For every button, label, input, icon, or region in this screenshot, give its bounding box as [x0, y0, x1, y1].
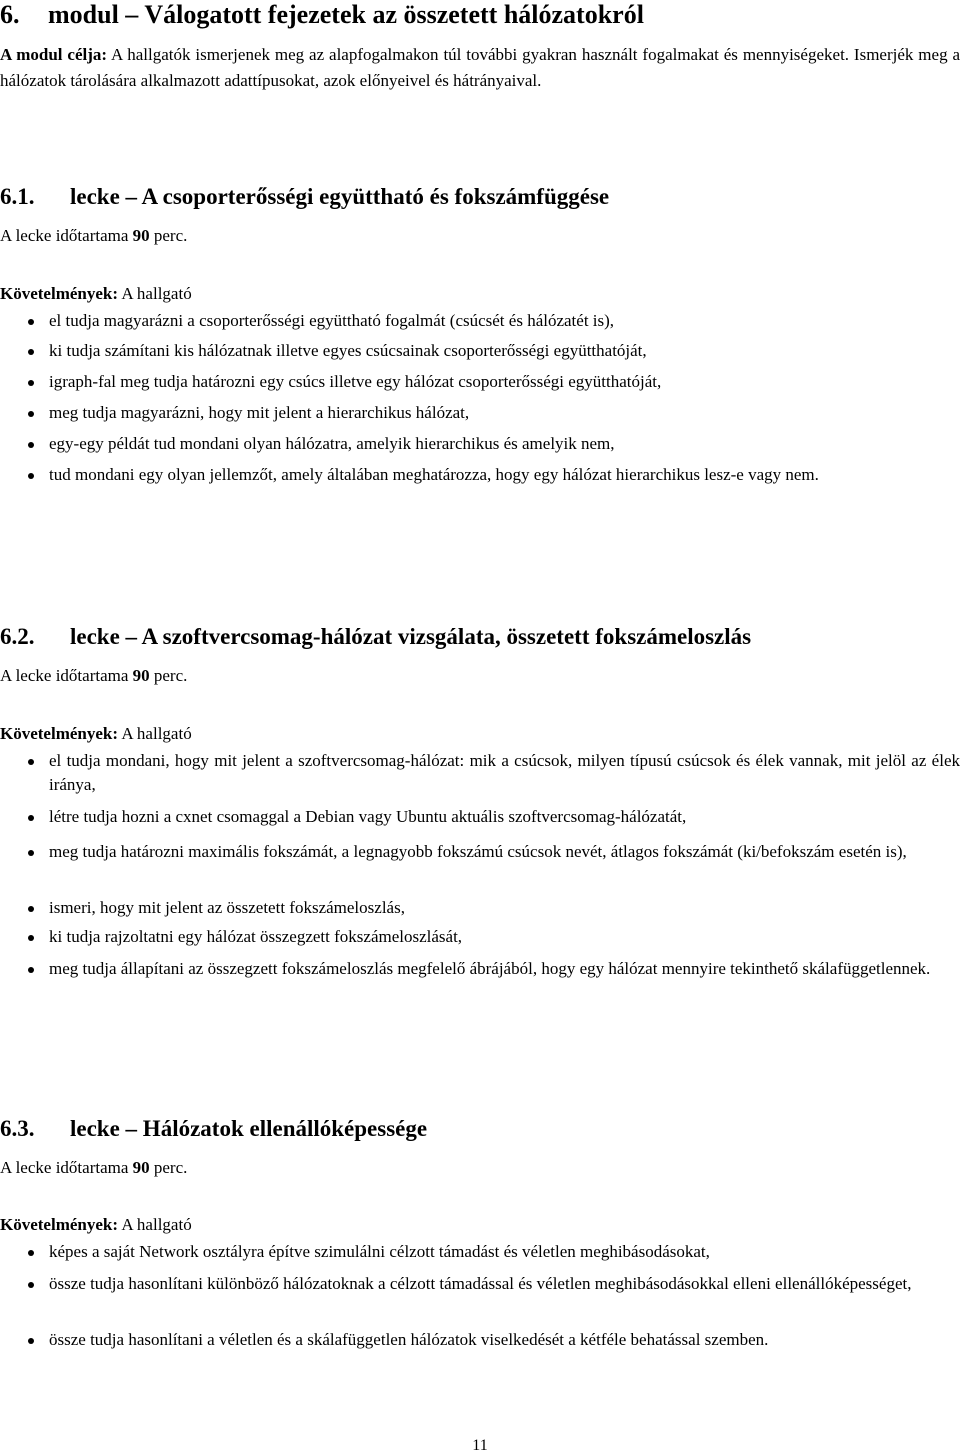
list-item-text: képes a saját Network osztályra építve szimulálni célzott támadást és véletlen meghibásodásokat, — [49, 1242, 710, 1261]
duration-suffix: perc. — [153, 226, 188, 245]
list-item-text: ismeri, hogy mit jelent az összetett fokszámeloszlás, — [49, 898, 405, 917]
lesson-title-text: lecke – Hálózatok ellenállóképessége — [70, 1116, 428, 1141]
requirements-label: Követelmények: — [0, 724, 119, 743]
bullet-icon — [28, 935, 34, 941]
bullet-icon — [28, 1338, 34, 1344]
bullet-icon — [28, 850, 34, 856]
bullet-icon — [28, 1250, 34, 1256]
bullet-icon — [28, 319, 34, 325]
duration-value: 90 — [132, 1158, 150, 1177]
requirements-list-6-1 — [0, 309, 960, 487]
list-item — [0, 805, 960, 840]
list-item-text: egy-egy példát tud mondani olyan hálózatra, amelyik hierarchikus és amelyik nem, — [49, 434, 615, 453]
list-item — [0, 432, 960, 463]
list-item — [0, 401, 960, 432]
duration-value: 90 — [132, 226, 150, 245]
lesson-title-text: lecke – A csoporterősségi együttható és fokszámfüggése — [70, 184, 610, 209]
bullet-icon — [28, 815, 34, 821]
requirements-subject: A hallgató — [121, 1215, 192, 1234]
list-item-text: meg tudja magyarázni, hogy mit jelent a hierarchikus hálózat, — [49, 403, 470, 422]
bullet-icon — [28, 411, 34, 417]
lesson-title-6-1 — [0, 183, 960, 211]
list-item-text: meg tudja állapítani az összegzett fokszámeloszlás megfelelő ábrájából, hogy egy hálózat mennyire tekinthető skálafüggetlennek. — [49, 959, 931, 978]
lesson-title-text: lecke – A szoftvercsomag-hálózat vizsgálata, összetett fokszámeloszlás — [70, 624, 752, 649]
duration-suffix: perc. — [153, 1158, 188, 1177]
list-item — [0, 957, 960, 981]
bullet-icon — [28, 349, 34, 355]
duration-prefix: A lecke időtartama — [0, 1158, 129, 1177]
requirements-heading — [0, 722, 192, 746]
module-aim-label: A modul célja: — [0, 45, 108, 64]
list-item — [0, 370, 960, 401]
bullet-icon — [28, 967, 34, 973]
list-item — [0, 1272, 960, 1328]
bullet-icon — [28, 906, 34, 912]
list-item-text: ki tudja rajzoltatni egy hálózat összegzett fokszámeloszlását, — [49, 927, 463, 946]
lesson-title-6-3 — [0, 1115, 960, 1143]
list-item — [0, 463, 960, 487]
duration-prefix: A lecke időtartama — [0, 226, 129, 245]
bullet-icon — [28, 759, 34, 765]
list-item — [0, 749, 960, 805]
list-item-text: igraph-fal meg tudja határozni egy csúcs illetve egy hálózat csoporterősségi együtthatóját, — [49, 372, 662, 391]
list-item-text: tud mondani egy olyan jellemzőt, amely általában meghatározza, hogy egy hálózat hierarchikus lesz-e vagy nem. — [49, 465, 819, 484]
list-item — [0, 1328, 960, 1352]
lesson-number: 6.2. — [0, 624, 35, 649]
requirements-label: Követelmények: — [0, 1215, 119, 1234]
lesson-duration — [0, 1156, 187, 1180]
requirements-heading — [0, 1213, 192, 1237]
list-item-text: el tudja mondani, hogy mit jelent a szoftvercsomag-hálózat: mik a csúcsok, milyen típusú csúcsok és élek vannak, mit jelöl az élek iránya, — [49, 751, 960, 794]
list-item — [0, 339, 960, 370]
requirements-subject: A hallgató — [121, 284, 192, 303]
module-title — [0, 0, 960, 30]
list-item-text: össze tudja hasonlítani a véletlen és a skálafüggetlen hálózatok viselkedését a kétféle behatással szemben. — [49, 1330, 769, 1349]
list-item-text: meg tudja határozni maximális fokszámát, a legnagyobb fokszámú csúcsok nevét, átlagos fokszámát (ki/befokszám esetén is), — [49, 842, 907, 861]
module-aim-text: A hallgatók ismerjenek meg az alapfogalmakon túl további gyakran használt fogalmakat és mennyiségeket. Ismerjék meg a hálózatok tárolására alkalmazott adattípusokat, azok előnyeivel és hátrányaival. — [0, 45, 960, 90]
page-number: 11 — [472, 1437, 488, 1454]
requirements-list-6-2 — [0, 749, 960, 981]
lesson-duration — [0, 664, 187, 688]
list-item — [0, 925, 960, 957]
list-item-text: össze tudja hasonlítani különböző hálózatoknak a célzott támadással és véletlen meghibásodásokkal elleni ellenállóképességet, — [49, 1274, 912, 1293]
bullet-icon — [28, 442, 34, 448]
list-item-text: el tudja magyarázni a csoporterősségi együttható fogalmát (csúcsét és hálózatét is), — [49, 311, 615, 330]
module-title-text: modul – Válogatott fejezetek az összetett hálózatokról — [48, 0, 644, 29]
module-number: 6. — [0, 0, 20, 29]
list-item — [0, 896, 960, 925]
module-aim — [0, 42, 960, 94]
list-item — [0, 309, 960, 339]
list-item — [0, 840, 960, 896]
lesson-number: 6.1. — [0, 184, 35, 209]
bullet-icon — [28, 1282, 34, 1288]
duration-value: 90 — [132, 666, 150, 685]
requirements-subject: A hallgató — [121, 724, 192, 743]
lesson-number: 6.3. — [0, 1116, 35, 1141]
duration-prefix: A lecke időtartama — [0, 666, 129, 685]
list-item — [0, 1240, 960, 1272]
duration-suffix: perc. — [153, 666, 188, 685]
requirements-label: Követelmények: — [0, 284, 119, 303]
lesson-title-6-2 — [0, 623, 960, 651]
list-item-text: ki tudja számítani kis hálózatnak illetve egyes csúcsainak csoporterősségi együtthatóját, — [49, 341, 647, 360]
bullet-icon — [28, 380, 34, 386]
lesson-duration — [0, 224, 187, 248]
bullet-icon — [28, 473, 34, 479]
list-item-text: létre tudja hozni a cxnet csomaggal a Debian vagy Ubuntu aktuális szoftvercsomag-hálózatát, — [49, 807, 687, 826]
requirements-heading — [0, 282, 192, 306]
requirements-list-6-3 — [0, 1240, 960, 1352]
